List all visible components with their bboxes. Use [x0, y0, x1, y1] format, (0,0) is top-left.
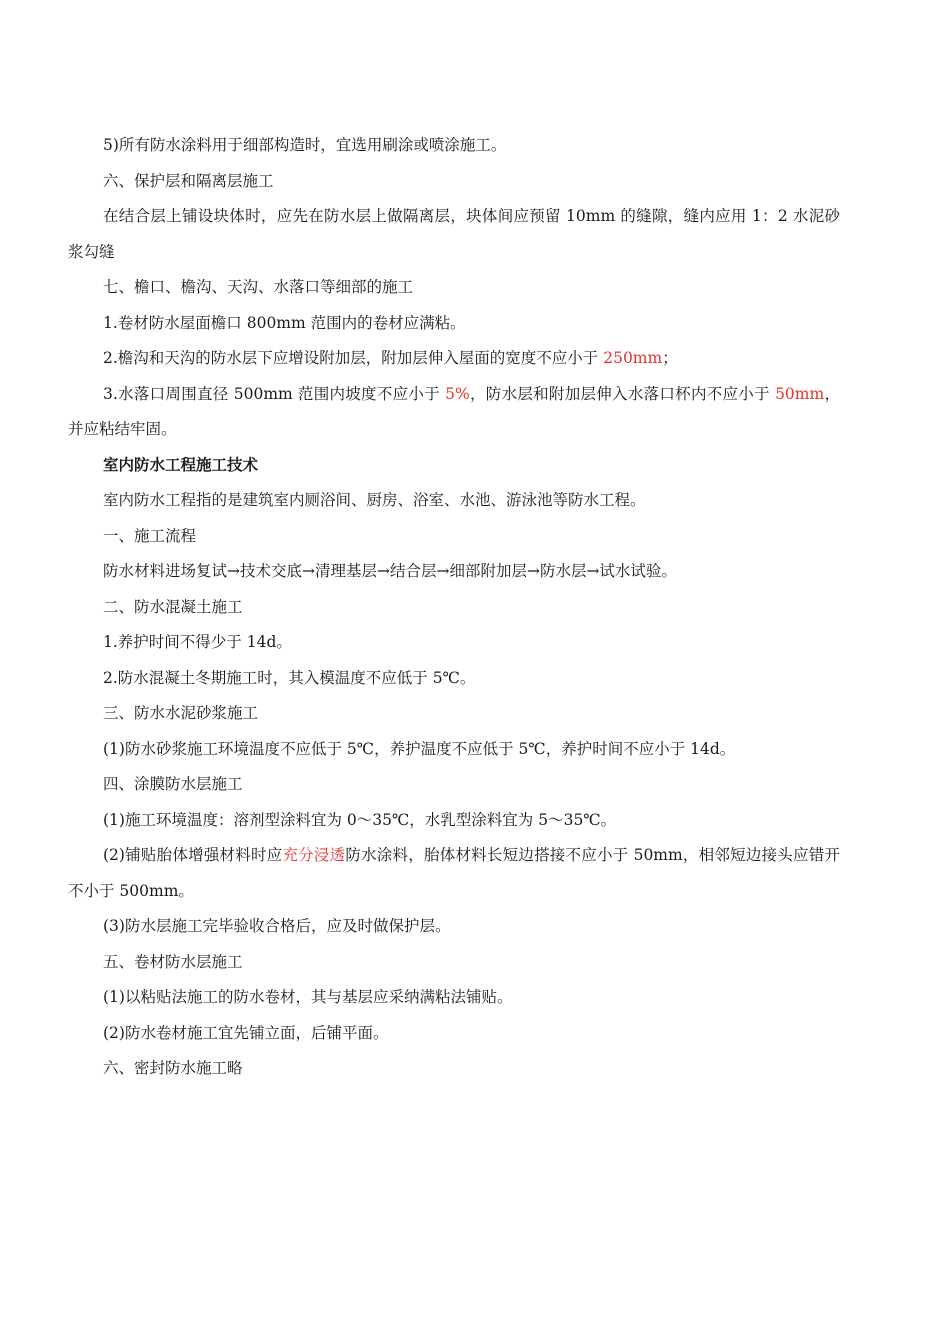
section-heading: [68, 448, 840, 484]
highlighted-text: 250mm: [603, 349, 663, 367]
paragraph-text: (2)铺贴胎体增强材料时应: [103, 846, 283, 864]
paragraph: [68, 519, 840, 555]
paragraph: [68, 980, 840, 1016]
paragraph-text: (1)施工环境温度：溶剂型涂料宜为 0～35℃，水乳型涂料宜为 5～35℃。: [103, 810, 617, 829]
paragraph: [68, 625, 840, 661]
paragraph: [68, 909, 840, 945]
paragraph: [68, 483, 840, 519]
paragraph-text: 室内防水工程施工技术: [103, 455, 259, 474]
paragraph: [68, 164, 840, 200]
paragraph-text: 2.檐沟和天沟的防水层下应增设附加层，附加层伸入屋面的宽度不应小于: [103, 349, 604, 367]
paragraph: [68, 199, 840, 270]
paragraph: [68, 732, 840, 768]
paragraph: [68, 377, 840, 448]
paragraph-text: 五、卷材防水层施工: [103, 952, 243, 971]
paragraph-text: (3)防水层施工完毕验收合格后，应及时做保护层。: [103, 917, 451, 935]
paragraph: [68, 554, 840, 590]
paragraph-text: 2.防水混凝土冬期施工时，其入模温度不应低于 5℃。: [103, 668, 476, 687]
paragraph: [68, 661, 840, 697]
paragraph-text: (1)以粘贴法施工的防水卷材，其与基层应采纳满粘法铺贴。: [103, 988, 513, 1006]
paragraph-text: 防水材料进场复试→技术交底→清理基层→结合层→细部附加层→防水层→试水试验。: [103, 562, 677, 580]
paragraph: [68, 767, 840, 803]
paragraph: [68, 590, 840, 626]
paragraph: [68, 696, 840, 732]
highlighted-text: 50mm: [775, 384, 825, 403]
paragraph: [68, 1016, 840, 1052]
highlighted-text: 充分浸透: [282, 846, 346, 864]
paragraph-text: ，并应粘结牢固。: [68, 384, 840, 438]
paragraph-text: 3.水落口周围直径 500mm 范围内坡度不应小于: [103, 384, 446, 403]
highlighted-text: 5%: [445, 384, 470, 403]
paragraph-text: 七、檐口、檐沟、天沟、水落口等细部的施工: [103, 278, 414, 296]
paragraph-text: 二、防水混凝土施工: [103, 597, 243, 616]
paragraph-text: 5)所有防水涂料用于细部构造时，宜选用刷涂或喷涂施工。: [103, 136, 507, 154]
paragraph: [68, 341, 840, 377]
paragraph: [68, 838, 840, 909]
paragraph: [68, 803, 840, 839]
paragraph: [68, 945, 840, 981]
paragraph-text: (2)防水卷材施工宜先铺立面，后铺平面。: [103, 1023, 389, 1042]
paragraph-text: 1.养护时间不得少于 14d。: [103, 633, 292, 651]
paragraph-text: ；: [662, 349, 678, 367]
paragraph: [68, 270, 840, 306]
paragraph: [68, 1051, 840, 1087]
paragraph-text: 一、施工流程: [103, 526, 197, 545]
paragraph-text: 六、密封防水施工略: [103, 1059, 243, 1077]
paragraph-text: 1.卷材防水屋面檐口 800mm 范围内的卷材应满粘。: [103, 313, 466, 332]
paragraph-text: (1)防水砂浆施工环境温度不应低于 5℃，养护温度不应低于 5℃，养护时间不应小于 14d。: [103, 739, 736, 758]
paragraph-text: ，防水层和附加层伸入水落口杯内不应小于: [469, 384, 776, 403]
paragraph-text: 在结合层上铺设块体时，应先在防水层上做隔离层，块体间应预留 10mm 的缝隙，缝内应用 1：2 水泥砂浆勾缝: [68, 207, 840, 261]
document-body: [68, 128, 840, 1087]
paragraph-text: 六、保护层和隔离层施工: [103, 171, 274, 190]
paragraph: [68, 306, 840, 342]
paragraph: [68, 128, 840, 164]
paragraph-text: 三、防水水泥砂浆施工: [103, 704, 259, 722]
paragraph-text: 防水涂料，胎体材料长短边搭接不应小于 50mm，相邻短边接头应错开不小于 500mm。: [68, 846, 840, 900]
paragraph-text: 四、涂膜防水层施工: [103, 775, 243, 793]
paragraph-text: 室内防水工程指的是建筑室内厕浴间、厨房、浴室、水池、游泳池等防水工程。: [103, 491, 646, 509]
